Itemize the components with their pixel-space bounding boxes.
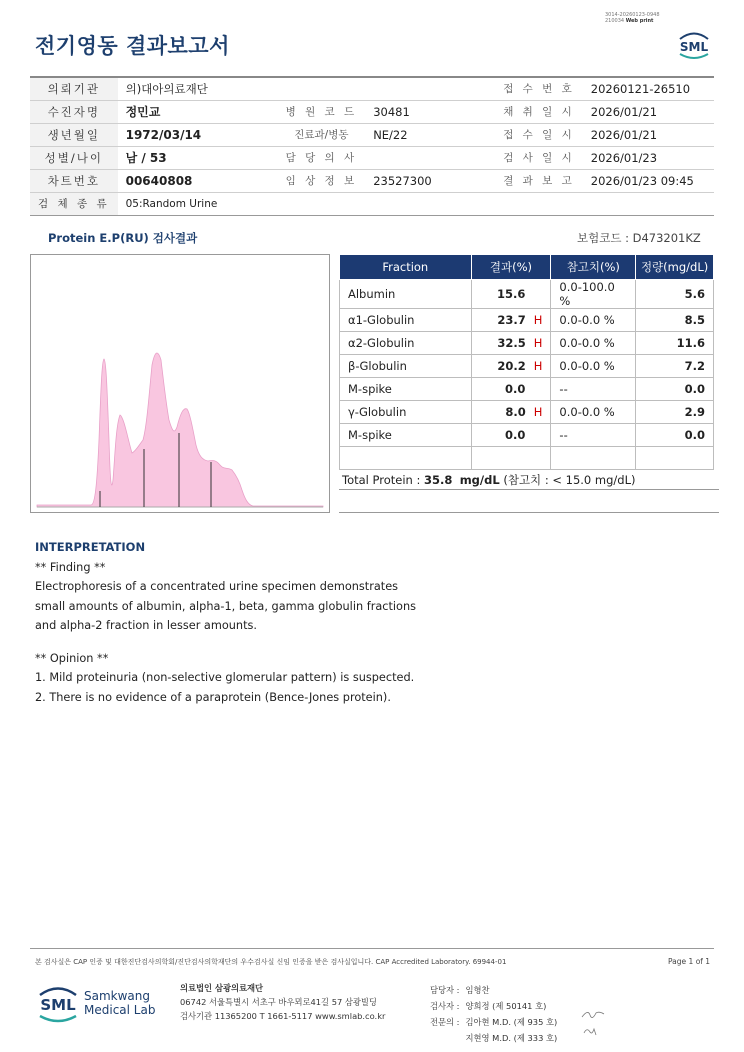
fraction-amount: 7.2 xyxy=(636,354,714,377)
label-sex-age: 성별/나이 xyxy=(30,146,118,169)
value-receipt-no: 20260121-26510 xyxy=(583,77,714,100)
value-exam-date: 2026/01/23 xyxy=(583,146,714,169)
fraction-name: α2-Globulin xyxy=(340,331,472,354)
fraction-name: Albumin xyxy=(340,279,472,308)
value-doctor xyxy=(365,146,495,169)
fraction-row xyxy=(340,377,714,400)
value-hospital-code: 30481 xyxy=(365,100,495,123)
total-reference: (참고치 : < 15.0 mg/dL) xyxy=(503,473,636,487)
fraction-amount: 0.0 xyxy=(636,377,714,400)
label-receipt-no: 접 수 번 호 xyxy=(495,77,583,100)
label-collect-date: 채 취 일 시 xyxy=(495,100,583,123)
divider xyxy=(339,512,719,513)
value-birth: 1972/03/14 xyxy=(118,123,278,146)
logo-text: SML xyxy=(40,996,76,1014)
fraction-result xyxy=(471,423,551,446)
fraction-amount: 5.6 xyxy=(636,279,714,308)
address: 06742 서울특별시 서초구 바우뫼로41길 57 삼광빌딩 xyxy=(180,997,377,1007)
fraction-reference xyxy=(551,446,636,469)
company-address xyxy=(180,981,385,1023)
fraction-amount: 8.5 xyxy=(636,308,714,331)
label-request-org: 의뢰기관 xyxy=(30,77,118,100)
label-exam-date: 검 사 일 시 xyxy=(495,146,583,169)
value-report-date: 2026/01/23 09:45 xyxy=(583,169,714,192)
result-value: 0.0 xyxy=(505,427,526,442)
value-request-org: 의)대아의료재단 xyxy=(118,77,496,100)
specialist: 김아현 M.D. (제 935 호) xyxy=(465,1017,558,1027)
result-value: 32.5 xyxy=(497,335,526,350)
finding-line: small amounts of albumin, alpha-1, beta, gamma globulin fractions xyxy=(35,599,416,613)
fraction-amount: 2.9 xyxy=(636,400,714,423)
value-specimen: 05:Random Urine xyxy=(118,192,714,215)
footer-divider xyxy=(30,948,714,949)
fraction-reference: 0.0-100.0 % xyxy=(551,279,636,308)
value-clinical: 23527300 xyxy=(365,169,495,192)
fraction-row xyxy=(340,446,714,469)
fraction-row xyxy=(340,279,714,308)
fraction-table xyxy=(339,255,714,470)
result-value: 15.6 xyxy=(497,286,526,301)
fraction-reference: 0.0-0.0 % xyxy=(551,331,636,354)
fraction-reference: -- xyxy=(551,377,636,400)
page-number: Page 1 of 1 xyxy=(668,957,711,966)
header-fraction: Fraction xyxy=(340,255,472,279)
label-dept: 진료과/병동 xyxy=(278,123,366,146)
opinion-line: 1. Mild proteinuria (non-selective glomerular pattern) is suspected. xyxy=(35,671,415,684)
finding-line: Electrophoresis of a concentrated urine specimen demonstrates xyxy=(35,580,399,593)
label-chart-no: 차트번호 xyxy=(30,169,118,192)
fraction-name: α1-Globulin xyxy=(340,308,472,331)
fraction-reference: 0.0-0.0 % xyxy=(551,354,636,377)
total-label: Total Protein : xyxy=(342,473,425,487)
org-name: 의료법인 삼광의료재단 xyxy=(180,983,264,993)
examiner-label: 검사자 : xyxy=(430,1001,460,1011)
fraction-amount: 11.6 xyxy=(636,331,714,354)
result-value: 0.0 xyxy=(505,381,526,396)
header-result: 결과(%) xyxy=(471,255,551,279)
fraction-amount: 0.0 xyxy=(636,423,714,446)
label-specimen: 검 체 종 류 xyxy=(30,192,118,215)
fraction-amount xyxy=(636,446,714,469)
result-value: 23.7 xyxy=(497,312,526,327)
value-chart-no: 00640808 xyxy=(118,169,278,192)
company-line: Medical Lab xyxy=(84,1003,156,1017)
patient-info-table xyxy=(30,76,714,216)
label-clinical: 임 상 정 보 xyxy=(278,169,366,192)
examiner: 양희정 (제 50141 호) xyxy=(465,1001,547,1011)
label-doctor: 담 당 의 사 xyxy=(278,146,366,169)
specialist: 지현영 M.D. (제 333 호) xyxy=(465,1033,558,1043)
opinion-line: 2. There is no evidence of a paraprotein (Bence-Jones protein). xyxy=(35,690,391,704)
value-collect-date: 2026/01/21 xyxy=(583,100,714,123)
fraction-result xyxy=(471,446,551,469)
header-reference: 참고치(%) xyxy=(551,255,636,279)
fraction-row xyxy=(340,308,714,331)
label-receive-date: 접 수 일 시 xyxy=(495,123,583,146)
total-value: 35.8 xyxy=(424,473,453,487)
page-title: 전기영동 결과보고서 xyxy=(35,34,230,58)
specialist-label: 전문의 : xyxy=(430,1017,460,1027)
opinion-title: ** Opinion ** xyxy=(35,651,109,665)
high-flag: H xyxy=(533,404,543,419)
label-report-date: 결 과 보 고 xyxy=(495,169,583,192)
fraction-name: γ-Globulin xyxy=(340,400,472,423)
value-sex-age: 남 / 53 xyxy=(118,146,278,169)
interpretation xyxy=(35,538,416,707)
high-flag: H xyxy=(533,358,543,373)
sml-logo xyxy=(676,30,712,60)
value-receive-date: 2026/01/21 xyxy=(583,123,714,146)
fraction-result xyxy=(471,331,551,354)
section-title: Protein E.P(RU) 검사결과 xyxy=(48,231,198,245)
accreditation-note: 본 검사실은 CAP 인증 및 대한진단검사의학회/진단검사의학재단의 우수검사실 신임 인증을 받은 검사실입니다. CAP Accredited Laboratory. 69944-01 xyxy=(35,958,507,966)
finding-line: and alpha-2 fraction in lesser amounts. xyxy=(35,619,257,632)
interpretation-heading: INTERPRETATION xyxy=(35,540,146,554)
manager-label: 담당자 : xyxy=(430,985,460,995)
fraction-result xyxy=(471,377,551,400)
fraction-result xyxy=(471,354,551,377)
manager: 임형찬 xyxy=(465,985,490,995)
fraction-reference: -- xyxy=(551,423,636,446)
fraction-result xyxy=(471,308,551,331)
signature xyxy=(580,1007,610,1039)
result-value: 20.2 xyxy=(497,358,526,373)
fraction-name: M-spike xyxy=(340,423,472,446)
document-code: 3014-20260123-0948 210034 Web print xyxy=(605,12,660,24)
value-name: 정민교 xyxy=(118,100,278,123)
total-protein xyxy=(342,472,635,488)
fraction-result xyxy=(471,279,551,308)
logo-text: SML xyxy=(679,40,709,54)
fraction-result xyxy=(471,400,551,423)
fraction-reference: 0.0-0.0 % xyxy=(551,400,636,423)
contact: 검사기관 11365200 T 1661-5117 www.smlab.co.kr xyxy=(180,1011,386,1021)
fraction-row xyxy=(340,354,714,377)
value-dept: NE/22 xyxy=(365,123,495,146)
high-flag: H xyxy=(533,335,543,350)
fraction-row xyxy=(340,423,714,446)
fraction-row xyxy=(340,331,714,354)
label-hospital-code: 병 원 코 드 xyxy=(278,100,366,123)
header-amount: 정량(mg/dL) xyxy=(636,255,714,279)
fraction-name xyxy=(340,446,472,469)
fraction-reference: 0.0-0.0 % xyxy=(551,308,636,331)
sml-logo-footer xyxy=(36,982,80,1026)
total-unit: mg/dL xyxy=(459,473,500,487)
finding-title: ** Finding ** xyxy=(35,560,106,574)
company-line: Samkwang xyxy=(84,989,150,1003)
company-name xyxy=(84,989,155,1017)
staff-info xyxy=(428,981,559,1047)
label-name: 수진자명 xyxy=(30,100,118,123)
electrophoresis-chart xyxy=(30,254,330,513)
fraction-name: M-spike xyxy=(340,377,472,400)
fraction-name: β-Globulin xyxy=(340,354,472,377)
divider xyxy=(339,489,719,490)
fraction-row xyxy=(340,400,714,423)
insurance-code: 보험코드 : D473201KZ xyxy=(577,231,701,245)
result-value: 8.0 xyxy=(505,404,526,419)
label-birth: 생년월일 xyxy=(30,123,118,146)
electrophoresis-curve xyxy=(31,255,329,512)
fraction-rows xyxy=(340,279,714,469)
curve-area xyxy=(37,353,323,507)
high-flag: H xyxy=(533,312,543,327)
